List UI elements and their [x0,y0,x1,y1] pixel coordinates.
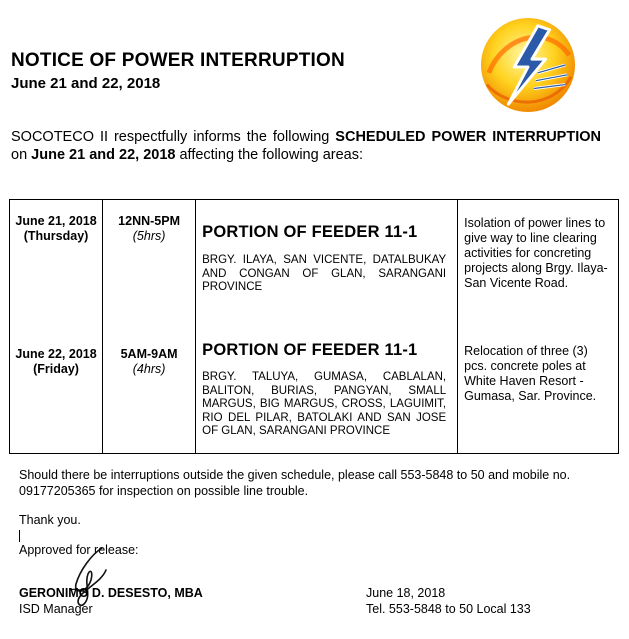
release-date: June 18, 2018 [366,586,446,600]
schedule-1-time: 12NN-5PM (5hrs) [118,214,180,243]
notice-title: NOTICE OF POWER INTERRUPTION [11,50,345,71]
schedule-1-areas: BRGY. ILAYA, SAN VICENTE, DATALBUKAY AND CONGAN OF GLAN, SARANGANI PROVINCE [202,254,447,293]
signatory-position: ISD Manager [19,602,93,616]
time-column [103,200,196,454]
schedule-1-date: June 21, 2018 (Thursday) [15,214,97,243]
schedule-2-date: June 22, 2018 (Friday) [15,347,97,376]
schedule-table [9,199,619,454]
schedule-1-feeder: PORTION OF FEEDER 11-1 [202,223,418,241]
schedule-2-areas: BRGY. TALUYA, GUMASA, CABLALAN, BALITON, BURIAS, PANGYAN, SMALL MARGUS, BIG MARGUS, CROSS, LAGUIMIT, RIO DEL PILAR, BATOLAKI AND SAN JOSE OF GLAN, SARANGANI PROVINCE [202,371,447,437]
thanks-text: Thank you. [19,513,81,527]
telephone-info: Tel. 553-5848 to 50 Local 133 [366,602,531,616]
area-column [196,200,458,454]
contact-note: Should there be interruptions outside the given schedule, please call 553-5848 to 50 and mobile no. 09177205365 for inspection on possible line trouble. [19,468,571,498]
schedule-1-reason: Isolation of power lines to give way to line clearing activities for concreting projects along Brgy. Ilaya-San Vicente Road. [464,216,608,290]
text-cursor [19,530,20,542]
schedule-2-reason: Relocation of three (3) pcs. concrete poles at White Haven Resort - Gumasa, Sar. Province. [464,344,597,403]
approved-label: Approved for release: [19,543,139,557]
schedule-2-time: 5AM-9AM (4hrs) [120,347,178,376]
intro-paragraph: SOCOTECO II respectfully informs the following SCHEDULED POWER INTERRUPTION on June 21 and 22, 2018 affecting the following areas: [11,129,601,163]
schedule-2-feeder: PORTION OF FEEDER 11-1 [202,341,418,359]
reason-column [458,200,619,454]
notice-dates: June 21 and 22, 2018 [11,75,161,92]
signatory-name: GERONIMO D. DESESTO, MBA [19,586,203,600]
company-logo-icon [479,16,577,114]
date-column [10,200,103,454]
